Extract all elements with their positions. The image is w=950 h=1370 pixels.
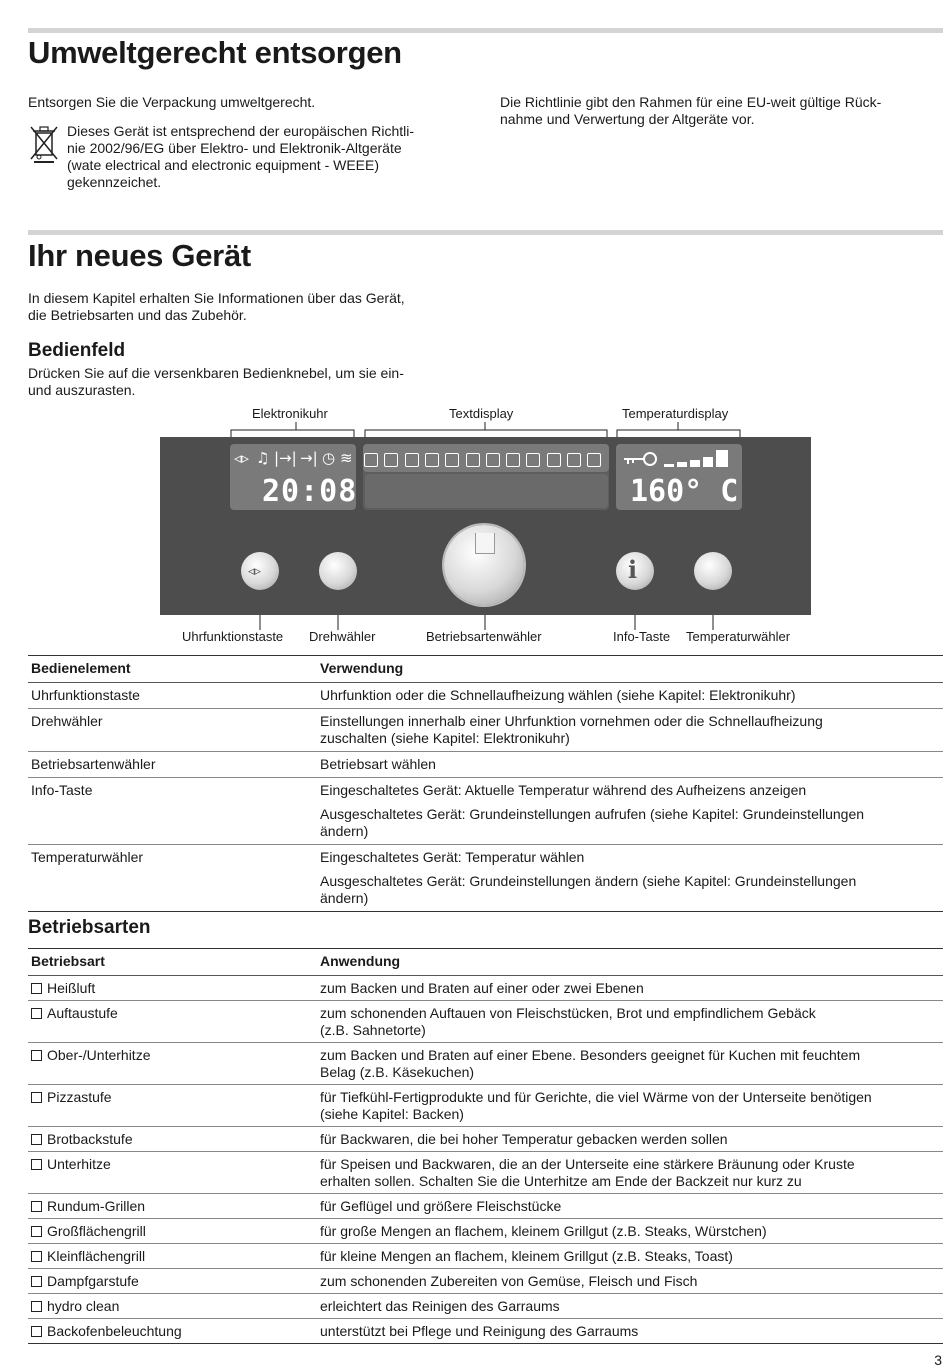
- table-row: [28, 976, 943, 1001]
- bread-icon: [445, 453, 459, 467]
- intro-line: die Betriebsarten und das Zubehör.: [28, 307, 247, 323]
- label-temperaturdisplay: Temperaturdisplay: [622, 406, 729, 421]
- directive-line: Die Richtlinie gibt den Rahmen für eine EU-weit gültige Rück-: [500, 94, 882, 110]
- mode-cell: [28, 976, 317, 1001]
- application-line: (siehe Kapitel: Backen): [320, 1106, 464, 1122]
- weee-line: gekennzeichet.: [67, 174, 162, 190]
- mode-application: [317, 1294, 943, 1319]
- weee-line: nie 2002/96/EG über Elektro- und Elektronik-Altgeräte: [67, 140, 402, 156]
- bell-icon: ♫: [256, 449, 270, 467]
- clock-time: 20:08: [262, 474, 358, 509]
- mode-application: [317, 1001, 943, 1043]
- table-header: Anwendung: [317, 949, 943, 976]
- controls-table: [28, 655, 943, 912]
- control-name: Betriebsartenwähler: [28, 752, 317, 778]
- top-bottom-heat-icon: [405, 453, 419, 467]
- bread-icon: [31, 1134, 42, 1145]
- bedienfeld-line: und auszurasten.: [28, 382, 136, 398]
- intro-line: In diesem Kapitel erhalten Sie Informationen über das Gerät,: [28, 290, 405, 306]
- mode-application: [317, 1043, 943, 1085]
- pizza-icon: [425, 453, 439, 467]
- mode-name: Ober-/Unterhitze: [47, 1047, 151, 1063]
- usage-line: ändern): [320, 823, 369, 839]
- label-uhrfunktionstaste: Uhrfunktionstaste: [182, 629, 284, 644]
- usage-line: zuschalten (siehe Kapitel: Elektronikuhr): [320, 730, 570, 746]
- mode-cell: [28, 1219, 317, 1244]
- mode-cell: [28, 1294, 317, 1319]
- control-name: Drehwähler: [28, 709, 317, 752]
- application-line: erhalten sollen. Schalten Sie die Unterhitze am Ende der Backzeit nur kurz zu: [320, 1173, 802, 1189]
- table-row: [28, 683, 943, 709]
- small-grill-icon: [31, 1251, 42, 1262]
- table-row: [28, 1319, 943, 1344]
- defrost-icon: [384, 453, 398, 467]
- label-textdisplay: Textdisplay: [449, 406, 514, 421]
- mode-cell: [28, 1085, 317, 1127]
- clock-icon: ◷: [322, 449, 336, 467]
- large-grill-icon: [31, 1226, 42, 1237]
- application-line: für Backwaren, die bei hoher Temperatur gebacken werden sollen: [320, 1131, 728, 1147]
- disposal-paragraph-1: Entsorgen Sie die Verpackung umweltgerecht.: [28, 94, 316, 110]
- temperature-value: 160° C: [630, 474, 739, 509]
- table-row: [28, 1085, 943, 1127]
- mode-cell: [28, 1244, 317, 1269]
- mode-application: [317, 1269, 943, 1294]
- mode-name: hydro clean: [47, 1298, 120, 1314]
- rotary-selector-knob[interactable]: [319, 552, 357, 590]
- subsection-title-betriebsarten: Betriebsarten: [28, 917, 151, 938]
- mode-application: [317, 1194, 943, 1219]
- mode-name: Backofenbeleuchtung: [47, 1323, 182, 1339]
- application-line: (z.B. Sahnetorte): [320, 1022, 426, 1038]
- application-line: für kleine Mengen an flachem, kleinem Grillgut (z.B. Steaks, Toast): [320, 1248, 733, 1264]
- bedienfeld-line: Drücken Sie auf die versenkbaren Bedienknebel, um sie ein-: [28, 365, 404, 381]
- control-usage: [317, 683, 943, 709]
- rotisserie-grill-icon: [31, 1201, 42, 1212]
- usage-line: Ausgeschaltetes Gerät: Grundeinstellungen aufrufen (siehe Kapitel: Grundeinstellungen: [320, 806, 865, 822]
- bottom-heat-icon: [31, 1159, 42, 1170]
- usage-line: Betriebsart wählen: [320, 756, 436, 772]
- section-title-disposal: Umweltgerecht entsorgen: [28, 35, 402, 70]
- control-usage: [317, 752, 943, 778]
- table-row: [28, 1269, 943, 1294]
- clock-button-glyph: ◃▹: [248, 563, 262, 578]
- usage-line: Eingeschaltetes Gerät: Aktuelle Temperatur während des Aufheizens anzeigen: [320, 782, 807, 798]
- application-line: für Tiefkühl-Fertigprodukte und für Gerichte, die viel Wärme von der Unterseite benötigen: [320, 1089, 872, 1105]
- mode-name: Auftaustufe: [47, 1005, 118, 1021]
- modes-table: [28, 948, 943, 1344]
- mode-cell: [28, 1043, 317, 1085]
- application-line: zum Backen und Braten auf einer oder zwei Ebenen: [320, 980, 644, 996]
- control-name: Info-Taste: [28, 778, 317, 845]
- mode-name: Pizzastufe: [47, 1089, 112, 1105]
- rapid-heat-icon: ≋: [340, 449, 353, 467]
- duration-icon: |→|: [274, 449, 297, 467]
- usage-line: Uhrfunktion oder die Schnellaufheizung wählen (siehe Kapitel: Elektronikuhr): [320, 687, 796, 703]
- mode-cell: [28, 1269, 317, 1294]
- label-betriebsartenwaehler: Betriebsartenwähler: [426, 629, 542, 644]
- table-row: [28, 709, 943, 752]
- table-header: Betriebsart: [28, 949, 317, 976]
- mode-name: Dampfgarstufe: [47, 1273, 139, 1289]
- defrost-icon: [31, 1008, 42, 1019]
- lamp-icon: [587, 453, 601, 467]
- text-display-field: [365, 474, 608, 508]
- fan-icon: [31, 983, 42, 994]
- subsection-title-bedienfeld: Bedienfeld: [28, 340, 126, 361]
- mode-name: Großflächengrill: [47, 1223, 146, 1239]
- directive-line: nahme und Verwertung der Altgeräte vor.: [500, 111, 755, 127]
- mode-application: [317, 1085, 943, 1127]
- mode-selector-marker: [475, 533, 495, 554]
- lamp-icon: [31, 1326, 42, 1337]
- steam-icon: [547, 453, 561, 467]
- application-line: unterstützt bei Pflege und Reinigung des Garraums: [320, 1323, 639, 1339]
- application-line: zum schonenden Auftauen von Fleischstücken, Brot und empfindlichem Gebäck: [320, 1005, 816, 1021]
- mode-application: [317, 1219, 943, 1244]
- mode-name: Brotbackstufe: [47, 1131, 133, 1147]
- end-time-icon: →|: [300, 449, 318, 467]
- large-grill-icon: [506, 453, 520, 467]
- control-name: Temperaturwähler: [28, 845, 317, 912]
- application-line: erleichtert das Reinigen des Garraums: [320, 1298, 560, 1314]
- usage-line: Einstellungen innerhalb einer Uhrfunktion vornehmen oder die Schnellaufheizung: [320, 713, 823, 729]
- table-row: [28, 1194, 943, 1219]
- application-line: für Geflügel und größere Fleischstücke: [320, 1198, 562, 1214]
- table-row: [28, 1244, 943, 1269]
- table-row: [28, 1219, 943, 1244]
- application-line: zum Backen und Braten auf einer Ebene. Besonders geeignet für Kuchen mit feuchtem: [320, 1047, 861, 1063]
- mode-name: Kleinflächengrill: [47, 1248, 146, 1264]
- key-lock-icon: [622, 450, 658, 468]
- table-row: [28, 845, 943, 912]
- table-row: [28, 778, 943, 845]
- control-usage: [317, 845, 943, 912]
- table-row: [28, 1294, 943, 1319]
- table-header: Verwendung: [317, 656, 943, 683]
- pizza-icon: [31, 1092, 42, 1103]
- mode-cell: [28, 1152, 317, 1194]
- table-row: [28, 752, 943, 778]
- info-icon: i: [628, 555, 638, 584]
- weee-line: (wate electrical and electronic equipment - WEEE): [67, 157, 380, 173]
- heat-level-bars-icon: [664, 448, 734, 470]
- control-name: Uhrfunktionstaste: [28, 683, 317, 709]
- mode-name: Rundum-Grillen: [47, 1198, 146, 1214]
- table-header: Bedienelement: [28, 656, 317, 683]
- usage-line: Eingeschaltetes Gerät: Temperatur wählen: [320, 849, 585, 865]
- mode-application: [317, 1152, 943, 1194]
- table-row: [28, 1127, 943, 1152]
- mode-cell: [28, 1001, 317, 1043]
- mode-cell: [28, 1127, 317, 1152]
- small-grill-icon: [526, 453, 540, 467]
- clock-function-icon: ◃▹: [234, 449, 250, 467]
- temperature-selector-knob[interactable]: [694, 552, 732, 590]
- application-line: für große Mengen an flachem, kleinem Grillgut (z.B. Steaks, Würstchen): [320, 1223, 767, 1239]
- table-row: [28, 1043, 943, 1085]
- mode-name: Unterhitze: [47, 1156, 111, 1172]
- usage-line: ändern): [320, 890, 369, 906]
- drop-icon: [567, 453, 581, 467]
- fan-icon: [364, 453, 378, 467]
- mode-application: [317, 1244, 943, 1269]
- application-line: für Speisen und Backwaren, die an der Unterseite eine stärkere Bräunung oder Kruste: [320, 1156, 855, 1172]
- page-number: 3: [934, 1352, 942, 1368]
- mode-application: [317, 976, 943, 1001]
- label-info-taste: Info-Taste: [613, 629, 671, 644]
- label-temperaturwaehler: Temperaturwähler: [686, 629, 791, 644]
- table-row: [28, 1152, 943, 1194]
- usage-line: Ausgeschaltetes Gerät: Grundeinstellungen ändern (siehe Kapitel: Grundeinstellungen: [320, 873, 857, 889]
- label-elektronikuhr: Elektronikuhr: [252, 406, 328, 421]
- weee-line: Dieses Gerät ist entsprechend der europäischen Richtli-: [67, 123, 415, 139]
- mode-name: Heißluft: [47, 980, 96, 996]
- mode-application: [317, 1319, 943, 1344]
- rotisserie-grill-icon: [486, 453, 500, 467]
- drop-icon: [31, 1301, 42, 1312]
- top-bottom-heat-icon: [31, 1050, 42, 1061]
- section-title-new-device: Ihr neues Gerät: [28, 238, 251, 273]
- steam-icon: [31, 1276, 42, 1287]
- mode-cell: [28, 1194, 317, 1219]
- label-drehwaehler: Drehwähler: [309, 629, 376, 644]
- bottom-heat-icon: [466, 453, 480, 467]
- mode-application: [317, 1127, 943, 1152]
- application-line: zum schonenden Zubereiten von Gemüse, Fleisch und Fisch: [320, 1273, 698, 1289]
- mode-cell: [28, 1319, 317, 1344]
- control-usage: [317, 709, 943, 752]
- control-usage: [317, 778, 943, 845]
- table-row: [28, 1001, 943, 1043]
- application-line: Belag (z.B. Käsekuchen): [320, 1064, 475, 1080]
